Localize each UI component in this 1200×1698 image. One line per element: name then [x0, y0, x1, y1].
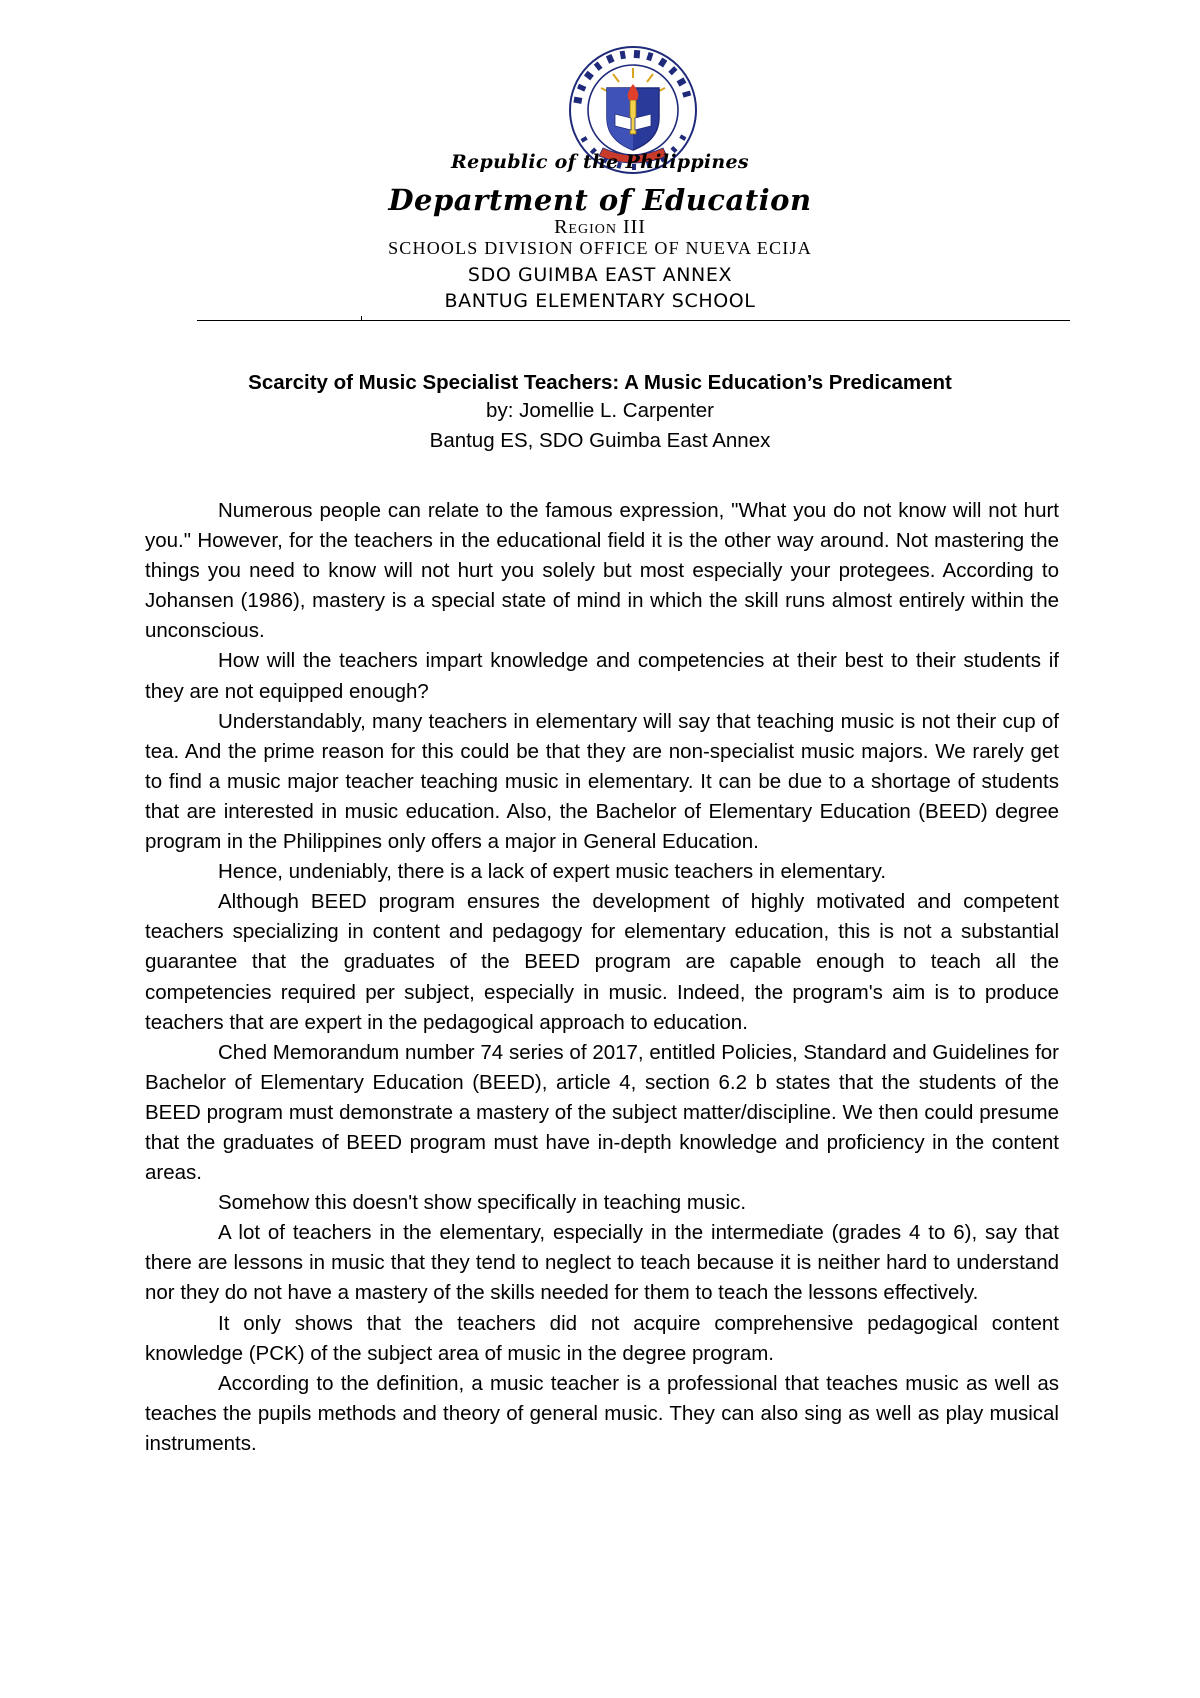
paragraph: Somehow this doesn't show specifically in teaching music.: [218, 1191, 747, 1215]
republic-heading: Republic of the Philippines: [451, 151, 749, 173]
region-heading: Region III: [554, 216, 646, 238]
paragraph: Understandably, many teachers in elementary will say that teaching music is not their cup of tea. And the prime reason for this could be that they are non-specialist music majors. We rarely get to find a music major teacher teaching music in elementary. It can be due to a shortage of students that are interested in music education. Also, the Bachelor of Elementary Education (BEED) degree program in the Philippines only offers a major in General Education.: [145, 709, 1059, 854]
paragraph: Although BEED program ensures the development of highly motivated and competent teachers specializing in content and pedagogy for elementary education, this is not a substantial guarantee that the graduates of the BEED program are capable enough to teach all the competencies required per subject, especially in music. Indeed, the program's aim is to produce teachers that are expert in the pedagogical approach to education.: [145, 890, 1059, 1034]
paragraph: How will the teachers impart knowledge and competencies at their best to their students if they are not equipped enough?: [145, 649, 1059, 703]
paragraph: According to the definition, a music teacher is a professional that teaches music as well as teaches the pupils methods and theory of general music. They can also sing as well as play musical instruments.: [145, 1371, 1059, 1455]
header-divider-tick: [361, 316, 362, 321]
article-byline: by: Jomellie L. Carpenter: [486, 399, 714, 422]
paragraph: A lot of teachers in the elementary, especially in the intermediate (grades 4 to 6), say that there are lessons in music that they tend to neglect to teach because it is neither hard to understand nor they do not have a mastery of the skills needed for them to teach the lessons effectively.: [145, 1221, 1059, 1305]
header-divider: [197, 320, 1070, 321]
sdo-heading: SDO GUIMBA EAST ANNEX: [467, 264, 733, 286]
article-title: Scarcity of Music Specialist Teachers: A Music Education’s Predicament: [248, 371, 952, 394]
division-heading: SCHOOLS DIVISION OFFICE OF NUEVA ECIJA: [388, 238, 812, 258]
paragraph: Hence, undeniably, there is a lack of expert music teachers in elementary.: [218, 860, 887, 884]
paragraph: Numerous people can relate to the famous expression, "What you do not know will not hurt you." However, for the teachers in the educational field it is the other way around. Not mastering the things you need to know will not hurt you solely but most especially your protegees. According to Johansen (1986), mastery is a special state of mind in which the skill runs almost entirely within the unconscious.: [145, 499, 1059, 643]
article-body: [145, 496, 1059, 1459]
paragraph: Ched Memorandum number 74 series of 2017, entitled Policies, Standard and Guidelines for Bachelor of Elementary Education (BEED), article 4, section 6.2 b states that the students of the BEED program must demonstrate a mastery of the subject matter/discipline. We then could presume that the graduates of BEED program must have in-depth knowledge and proficiency in the content areas.: [145, 1040, 1059, 1185]
department-heading: Department of Education: [388, 183, 812, 217]
article-affiliation: Bantug ES, SDO Guimba East Annex: [429, 429, 771, 452]
school-heading: BANTUG ELEMENTARY SCHOOL: [444, 290, 756, 312]
paragraph: It only shows that the teachers did not acquire comprehensive pedagogical content knowledge (PCK) of the subject area of music in the degree program.: [145, 1311, 1059, 1365]
